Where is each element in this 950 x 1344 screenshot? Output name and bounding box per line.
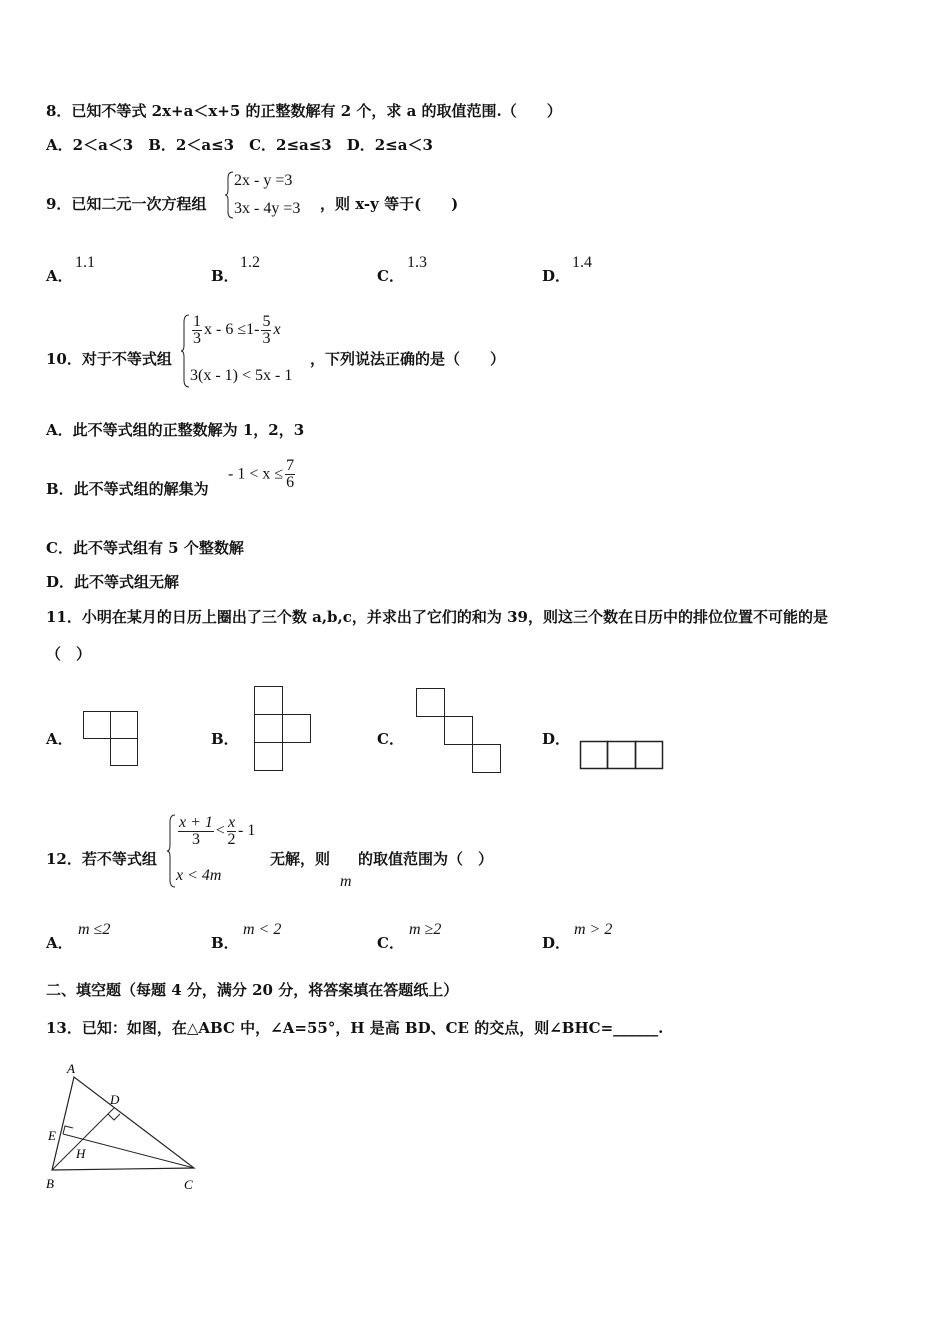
q11-option-b-grid (254, 686, 314, 772)
q11-option-d-letter[interactable]: D． (542, 730, 571, 748)
q12-option-d-value: m > 2 (574, 921, 613, 938)
q10-row1-x: x (273, 321, 281, 339)
q10-frac2-num: 5 (262, 313, 271, 330)
label-b: B (46, 1176, 54, 1191)
q10-option-b-num: 7 (286, 457, 295, 474)
q12-row1-lt: < (215, 822, 225, 840)
q10-frac1-den: 3 (193, 330, 201, 347)
q12-row1-end: - 1 (238, 822, 256, 840)
label-e: E (48, 1128, 56, 1143)
q9-stem-post: ，则 x-y 等于( ) (320, 195, 459, 213)
q9-option-c-value: 1.3 (407, 254, 427, 271)
q11-option-b-letter[interactable]: B． (211, 730, 239, 748)
q9-stem-pre: 9．已知二元一次方程组 (46, 195, 207, 213)
q11-option-a-grid (83, 711, 141, 769)
q12-frac1-num: x + 1 (179, 814, 213, 831)
q10-frac2 (261, 314, 271, 347)
q9-option-c-letter[interactable]: C． (377, 267, 404, 285)
q10-option-b-den: 6 (286, 474, 295, 491)
q10-stem-post: ，下列说法正确的是（ ） (310, 350, 506, 368)
q10-option-c[interactable]: C．此不等式组有 5 个整数解 (46, 539, 244, 557)
q10-option-d[interactable]: D．此不等式组无解 (46, 573, 180, 591)
q12-frac1 (178, 815, 214, 848)
q10-frac1 (192, 314, 202, 347)
q9-option-d-value: 1.4 (572, 254, 592, 271)
q11-option-c-letter[interactable]: C． (377, 730, 404, 748)
q12-row2: x < 4m (176, 867, 222, 884)
q9-option-b-letter[interactable]: B． (211, 267, 239, 285)
q10-option-b-frac (285, 458, 295, 491)
label-a: A (67, 1061, 75, 1076)
q11-option-a-letter[interactable]: A． (46, 730, 73, 748)
q12-stem-pre: 12．若不等式组 (46, 850, 157, 868)
q11-option-c-grid (416, 688, 504, 776)
q10-frac1-num: 1 (193, 313, 201, 330)
q10-row1-mid: x - 6 ≤1- (204, 321, 260, 339)
right-angle-d (108, 1114, 120, 1120)
right-angle-e (63, 1126, 73, 1134)
q8-stem: 8．已知不等式 2x+a＜x+5 的正整数解有 2 个，求 a 的取值范围.（ ） (46, 102, 562, 120)
q10-option-b-text[interactable]: B．此不等式组的解集为 (46, 480, 209, 498)
label-h: H (76, 1146, 86, 1161)
q10-option-a[interactable]: A．此不等式组的正整数解为 1，2，3 (46, 421, 305, 439)
q12-frac2-den: 2 (227, 831, 236, 848)
q12-frac2 (227, 815, 236, 848)
q8-options: A．2＜a＜3 B．2＜a≤3 C．2≤a≤3 D．2≤a＜3 (46, 136, 433, 154)
q12-frac2-num: x (227, 814, 236, 831)
q9-option-b-value: 1.2 (240, 254, 260, 271)
q13-stem: 13．已知：如图，在△ABC 中，∠A=55°，H 是高 BD、CE 的交点，则∠BHC=______. (46, 1019, 664, 1037)
q11-stem-line1: 11．小明在某月的日历上圈出了三个数 a,b,c，并求出了它们的和为 39，则这三个数在日历中的排位位置不可能的是 (46, 608, 828, 626)
q12-option-c-letter[interactable]: C． (377, 934, 404, 952)
q12-option-a-value: m ≤2 (78, 921, 111, 938)
q9-option-a-letter[interactable]: A． (46, 267, 73, 285)
q12-option-d-letter[interactable]: D． (542, 934, 571, 952)
q10-frac2-den: 3 (262, 330, 271, 347)
q10-row1 (190, 314, 281, 347)
q12-var-m: m (340, 873, 352, 890)
q9-eq2: 3x - 4y =3 (234, 200, 301, 217)
q12-option-b-letter[interactable]: B． (211, 934, 239, 952)
section2-heading: 二、填空题（每题 4 分，满分 20 分，将答案填在答题纸上） (46, 981, 459, 999)
q10-option-b-math (228, 458, 297, 491)
q9-eq1: 2x - y =3 (234, 172, 293, 189)
q11-stem-line2: （ ） (46, 645, 92, 663)
label-d: D (110, 1092, 120, 1107)
q10-row2: 3(x - 1) < 5x - 1 (190, 367, 293, 384)
q12-row1 (176, 815, 255, 848)
q12-frac1-den: 3 (191, 831, 200, 848)
q11-option-d-grid (580, 741, 666, 771)
q12-option-b-value: m < 2 (243, 921, 282, 938)
q9-option-d-letter[interactable]: D． (542, 267, 571, 285)
q10-option-b-ineq: - 1 < x ≤ (228, 465, 284, 483)
q9-option-a-value: 1.1 (75, 254, 95, 271)
q12-option-a-letter[interactable]: A． (46, 934, 73, 952)
q10-stem-pre: 10．对于不等式组 (46, 350, 172, 368)
q12-stem-mid: 无解，则 (270, 850, 331, 868)
label-c: C (184, 1177, 193, 1192)
triangle-abc (52, 1077, 194, 1170)
q12-option-c-value: m ≥2 (409, 921, 442, 938)
q13-triangle-figure (44, 1060, 214, 1200)
q12-stem-post: 的取值范围为（ ） (358, 850, 494, 868)
